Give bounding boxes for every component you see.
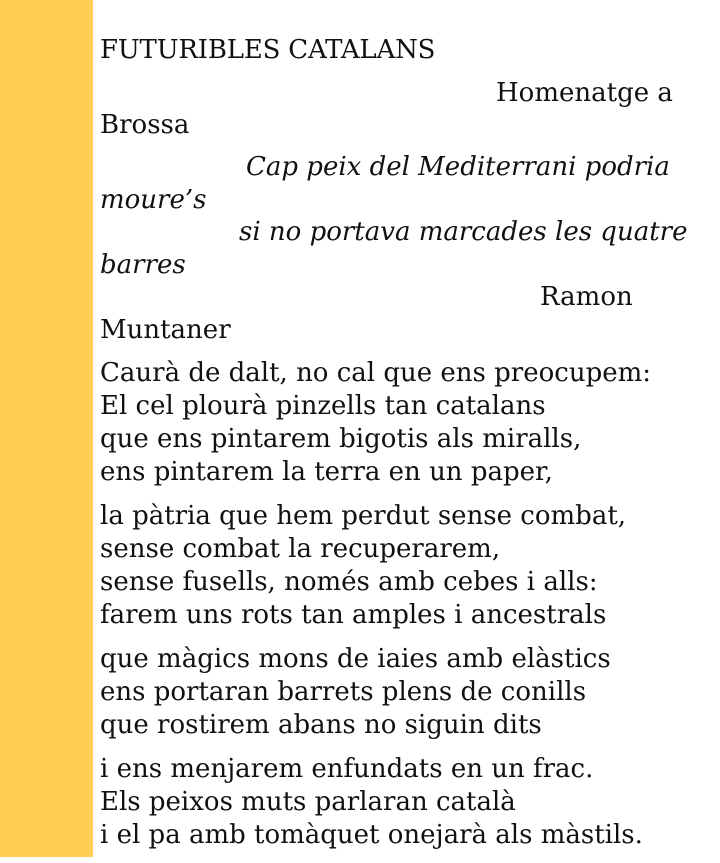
poem-dedication: Homenatge a Brossa [100, 78, 673, 140]
verse-line: sense fusells, només amb cebes i alls: [100, 567, 598, 597]
epigraph-author: Ramon Muntaner [100, 282, 633, 345]
stanza [100, 500, 690, 632]
sidebar-accent-bar [0, 0, 93, 857]
epigraph-line: Cap peix del Mediterrani podria moure’s [100, 152, 670, 215]
poem-container [100, 34, 690, 863]
epigraph [100, 151, 690, 281]
verse-line: ens portaran barrets plens de conills [100, 677, 587, 707]
stanza [100, 753, 690, 852]
verse-line: El cel plourà pinzells tan catalans [100, 391, 546, 421]
stanza [100, 643, 690, 742]
verse-line: que rostirem abans no siguin dits [100, 710, 542, 740]
verse-line: que ens pintarem bigotis als miralls, [100, 424, 582, 454]
verse-line: Els peixos muts parlaran català [100, 787, 516, 817]
epigraph-line: si no portava marcades les quatre barres [100, 217, 688, 280]
verse-line: sense combat la recuperarem, [100, 534, 501, 564]
poem-title: FUTURIBLES CATALANS [100, 35, 436, 65]
verse-line: i el pa amb tomàquet onejarà als màstils. [100, 820, 643, 850]
verse-line: que màgics mons de iaies amb elàstics [100, 644, 611, 674]
verse-line: i ens menjarem enfundats en un frac. [100, 754, 594, 784]
verse-line: Caurà de dalt, no cal que ens preocupem: [100, 358, 652, 388]
verse-line: ens pintarem la terra en un paper, [100, 457, 553, 487]
stanza [100, 357, 690, 489]
verse-line: farem uns rots tan amples i ancestrals [100, 600, 607, 630]
verse-line: la pàtria que hem perdut sense combat, [100, 501, 627, 531]
